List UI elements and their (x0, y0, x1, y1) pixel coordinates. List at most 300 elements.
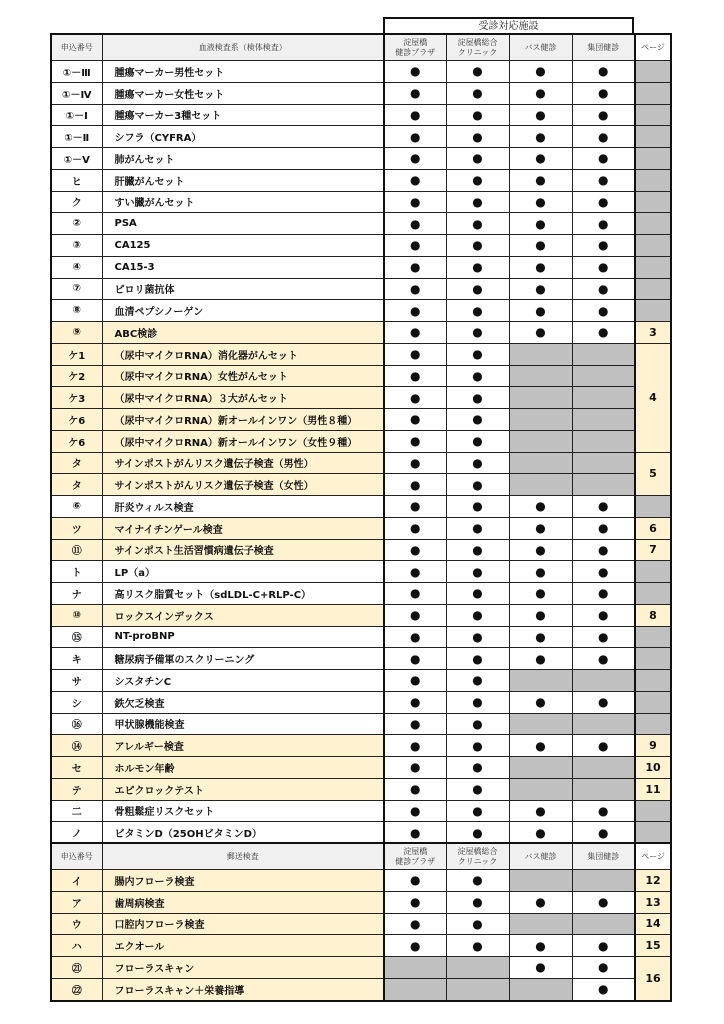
page-number: 9 (635, 735, 671, 757)
header-f2-line2: クリニック (457, 47, 498, 57)
table-row (51, 757, 671, 779)
unavailable-cell (509, 409, 572, 431)
available-marker: ● (446, 757, 509, 779)
test-name: 腫瘍マーカー男性セット (102, 61, 384, 83)
available-marker: ● (446, 735, 509, 757)
available-marker: ● (384, 561, 446, 583)
application-code: ①－Ⅰ (51, 104, 102, 126)
unavailable-cell (572, 913, 635, 935)
blood-table-body (51, 61, 671, 845)
available-marker: ● (384, 191, 446, 213)
available-marker: ● (384, 322, 446, 344)
application-code: ハ (51, 935, 102, 957)
application-code: ⑮ (51, 626, 102, 648)
available-marker: ● (446, 430, 509, 452)
page-number: 4 (635, 343, 671, 452)
available-marker: ● (509, 891, 572, 913)
mail-table-body (51, 870, 671, 1001)
available-marker: ● (384, 539, 446, 561)
available-marker: ● (446, 648, 509, 670)
available-marker: ● (572, 583, 635, 605)
test-name: （尿中マイクロRNA）女性がんセット (102, 365, 384, 387)
application-code: ⑩ (51, 604, 102, 626)
available-marker: ● (446, 148, 509, 170)
available-marker: ● (572, 61, 635, 83)
available-marker: ● (509, 104, 572, 126)
test-name: ホルモン年齢 (102, 757, 384, 779)
available-marker: ● (572, 691, 635, 713)
available-marker: ● (572, 735, 635, 757)
table-row (51, 891, 671, 913)
unavailable-cell (572, 409, 635, 431)
available-marker: ● (446, 691, 509, 713)
test-name: 血清ペプシノーゲン (102, 300, 384, 322)
available-marker: ● (384, 256, 446, 278)
table-row (51, 800, 671, 822)
test-name: 骨粗鬆症リスクセット (102, 800, 384, 822)
page-number: 5 (635, 452, 671, 496)
available-marker: ● (509, 583, 572, 605)
test-name: 口腔内フローラ検査 (102, 913, 384, 935)
unavailable-cell (509, 474, 572, 496)
available-marker: ● (572, 191, 635, 213)
page-number (635, 496, 671, 518)
unavailable-cell (384, 978, 446, 1000)
available-marker: ● (509, 300, 572, 322)
available-marker: ● (446, 822, 509, 844)
page-number (635, 82, 671, 104)
table-row (51, 496, 671, 518)
available-marker: ● (446, 104, 509, 126)
header-name: 郵送検査 (102, 843, 384, 870)
table-row (51, 278, 671, 300)
available-marker: ● (572, 148, 635, 170)
test-name: ビタミンD（25OHビタミンD） (102, 822, 384, 844)
table-row (51, 82, 671, 104)
available-marker: ● (446, 387, 509, 409)
header-f2-line2: クリニック (457, 856, 498, 866)
test-name: 鉄欠乏検査 (102, 691, 384, 713)
available-marker: ● (572, 891, 635, 913)
unavailable-cell (572, 670, 635, 692)
available-marker: ● (384, 735, 446, 757)
application-code: ケ6 (51, 409, 102, 431)
unavailable-cell (509, 778, 572, 800)
available-marker: ● (384, 61, 446, 83)
available-marker: ● (384, 126, 446, 148)
unavailable-cell (509, 452, 572, 474)
test-name: （尿中マイクロRNA）新オールインワン（女性９種） (102, 430, 384, 452)
available-marker: ● (446, 452, 509, 474)
unavailable-cell (572, 757, 635, 779)
test-name: （尿中マイクロRNA）３大がんセット (102, 387, 384, 409)
application-code: ⑯ (51, 713, 102, 735)
available-marker: ● (572, 235, 635, 257)
available-marker: ● (509, 148, 572, 170)
table-row (51, 300, 671, 322)
page-number (635, 713, 671, 735)
available-marker: ● (572, 604, 635, 626)
page-number (635, 256, 671, 278)
available-marker: ● (384, 104, 446, 126)
available-marker: ● (446, 474, 509, 496)
available-marker: ● (384, 82, 446, 104)
available-marker: ● (384, 648, 446, 670)
mail-test-table (50, 842, 672, 1002)
table-row (51, 648, 671, 670)
available-marker: ● (446, 365, 509, 387)
table-row (51, 870, 671, 892)
table-row (51, 235, 671, 257)
available-marker: ● (572, 957, 635, 979)
table-row (51, 387, 671, 409)
application-code: ㉑ (51, 957, 102, 979)
table-row (51, 365, 671, 387)
application-code: ㉒ (51, 978, 102, 1000)
available-marker: ● (509, 61, 572, 83)
header-page: ページ (635, 843, 671, 870)
unavailable-cell (509, 430, 572, 452)
available-marker: ● (572, 256, 635, 278)
test-name: （尿中マイクロRNA）新オールインワン（男性８種） (102, 409, 384, 431)
page-number (635, 169, 671, 191)
page-number (635, 670, 671, 692)
available-marker: ● (509, 735, 572, 757)
page-number (635, 648, 671, 670)
available-marker: ● (572, 822, 635, 844)
table-row (51, 517, 671, 539)
available-marker: ● (572, 82, 635, 104)
application-code: ヒ (51, 169, 102, 191)
available-marker: ● (446, 235, 509, 257)
available-marker: ● (384, 169, 446, 191)
test-name: ピロリ菌抗体 (102, 278, 384, 300)
application-code: ア (51, 891, 102, 913)
unavailable-cell (572, 365, 635, 387)
table-row (51, 104, 671, 126)
available-marker: ● (509, 256, 572, 278)
available-marker: ● (509, 213, 572, 235)
header-name: 血液検査系（検体検査） (102, 34, 384, 61)
test-name: シスタチンC (102, 670, 384, 692)
available-marker: ● (509, 169, 572, 191)
test-name: 甲状腺機能検査 (102, 713, 384, 735)
application-code: ② (51, 213, 102, 235)
header-f2-line1: 淀屋橋総合 (457, 846, 498, 856)
application-code: ウ (51, 913, 102, 935)
page-number: 10 (635, 757, 671, 779)
page-number (635, 148, 671, 170)
header-f1-line1: 淀屋橋 (403, 37, 428, 47)
available-marker: ● (446, 343, 509, 365)
header-facility-3: バス健診 (509, 34, 572, 61)
unavailable-cell (446, 957, 509, 979)
blood-test-table (50, 33, 672, 845)
available-marker: ● (384, 626, 446, 648)
available-marker: ● (509, 691, 572, 713)
available-marker: ● (384, 713, 446, 735)
available-marker: ● (572, 800, 635, 822)
application-code: 二 (51, 800, 102, 822)
available-marker: ● (509, 235, 572, 257)
available-marker: ● (572, 539, 635, 561)
header-facility-3: バス健診 (509, 843, 572, 870)
application-code: ト (51, 561, 102, 583)
available-marker: ● (509, 800, 572, 822)
application-code: ⑦ (51, 278, 102, 300)
test-name: CA125 (102, 235, 384, 257)
available-marker: ● (509, 191, 572, 213)
available-marker: ● (446, 935, 509, 957)
available-marker: ● (384, 409, 446, 431)
available-marker: ● (446, 256, 509, 278)
available-marker: ● (446, 626, 509, 648)
available-marker: ● (446, 539, 509, 561)
test-name: ABC検診 (102, 322, 384, 344)
page-number (635, 626, 671, 648)
application-code: イ (51, 870, 102, 892)
test-name: 肝臓がんセット (102, 169, 384, 191)
application-code: ①－Ⅲ (51, 61, 102, 83)
page-number (635, 104, 671, 126)
application-code: ケ6 (51, 430, 102, 452)
available-marker: ● (446, 670, 509, 692)
available-marker: ● (446, 713, 509, 735)
available-marker: ● (572, 496, 635, 518)
available-marker: ● (572, 935, 635, 957)
test-name: マイナイチンゲール検査 (102, 517, 384, 539)
available-marker: ● (509, 496, 572, 518)
page-number (635, 235, 671, 257)
available-marker: ● (446, 61, 509, 83)
available-marker: ● (384, 474, 446, 496)
header-code: 申込番号 (51, 843, 102, 870)
available-marker: ● (384, 800, 446, 822)
application-code: ①－Ⅴ (51, 148, 102, 170)
header-page: ページ (635, 34, 671, 61)
unavailable-cell (509, 387, 572, 409)
available-marker: ● (384, 343, 446, 365)
test-name: ロックスインデックス (102, 604, 384, 626)
unavailable-cell (509, 870, 572, 892)
unavailable-cell (509, 365, 572, 387)
available-marker: ● (509, 517, 572, 539)
available-marker: ● (446, 561, 509, 583)
page-number: 8 (635, 604, 671, 626)
available-marker: ● (446, 322, 509, 344)
application-code: セ (51, 757, 102, 779)
page-number (635, 213, 671, 235)
page-number (635, 300, 671, 322)
available-marker: ● (572, 517, 635, 539)
page-number: 15 (635, 935, 671, 957)
available-marker: ● (384, 387, 446, 409)
page-number: 3 (635, 322, 671, 344)
application-code: ケ3 (51, 387, 102, 409)
unavailable-cell (509, 670, 572, 692)
page-number (635, 822, 671, 844)
test-name: フローラスキャン (102, 957, 384, 979)
available-marker: ● (446, 778, 509, 800)
available-marker: ● (572, 561, 635, 583)
application-code: ⑨ (51, 322, 102, 344)
available-marker: ● (384, 452, 446, 474)
available-marker: ● (572, 648, 635, 670)
table-row (51, 735, 671, 757)
available-marker: ● (446, 300, 509, 322)
table-row (51, 452, 671, 474)
table-row (51, 409, 671, 431)
unavailable-cell (509, 757, 572, 779)
application-code: ノ (51, 822, 102, 844)
table-row (51, 474, 671, 496)
unavailable-cell (509, 913, 572, 935)
available-marker: ● (384, 213, 446, 235)
page-number (635, 61, 671, 83)
test-name: CA15-3 (102, 256, 384, 278)
mail-header-row (51, 843, 671, 870)
header-f1-line2: 健診プラザ (395, 856, 436, 866)
table-row (51, 169, 671, 191)
available-marker: ● (509, 604, 572, 626)
test-name: すい臓がんセット (102, 191, 384, 213)
available-marker: ● (509, 935, 572, 957)
available-marker: ● (572, 169, 635, 191)
test-name: 歯周病検査 (102, 891, 384, 913)
available-marker: ● (446, 191, 509, 213)
header-code: 申込番号 (51, 34, 102, 61)
application-code: サ (51, 670, 102, 692)
test-name: サインポストがんリスク遺伝子検査（女性） (102, 474, 384, 496)
available-marker: ● (384, 235, 446, 257)
available-marker: ● (572, 300, 635, 322)
available-marker: ● (384, 365, 446, 387)
unavailable-cell (509, 978, 572, 1000)
table-row (51, 626, 671, 648)
available-marker: ● (446, 213, 509, 235)
unavailable-cell (384, 957, 446, 979)
available-marker: ● (446, 278, 509, 300)
test-name: 肝炎ウィルス検査 (102, 496, 384, 518)
available-marker: ● (572, 626, 635, 648)
table-row (51, 343, 671, 365)
available-marker: ● (446, 891, 509, 913)
available-marker: ● (446, 870, 509, 892)
application-code: ツ (51, 517, 102, 539)
table-row (51, 126, 671, 148)
available-marker: ● (384, 913, 446, 935)
application-code: ⑭ (51, 735, 102, 757)
page-number (635, 278, 671, 300)
application-code: ⑥ (51, 496, 102, 518)
table-row (51, 583, 671, 605)
application-code: ①－Ⅳ (51, 82, 102, 104)
application-code: ナ (51, 583, 102, 605)
page-number: 12 (635, 870, 671, 892)
table-row (51, 561, 671, 583)
available-marker: ● (572, 213, 635, 235)
unavailable-cell (572, 452, 635, 474)
available-marker: ● (509, 648, 572, 670)
table-row (51, 778, 671, 800)
available-marker: ● (384, 670, 446, 692)
available-marker: ● (384, 583, 446, 605)
application-code: ケ1 (51, 343, 102, 365)
available-marker: ● (384, 278, 446, 300)
unavailable-cell (572, 343, 635, 365)
header-f1-line1: 淀屋橋 (403, 846, 428, 856)
available-marker: ● (384, 604, 446, 626)
test-name: NT-proBNP (102, 626, 384, 648)
available-marker: ● (384, 517, 446, 539)
page-number (635, 691, 671, 713)
available-marker: ● (446, 604, 509, 626)
application-code: ③ (51, 235, 102, 257)
unavailable-cell (572, 870, 635, 892)
available-marker: ● (384, 935, 446, 957)
test-name: 腸内フローラ検査 (102, 870, 384, 892)
available-marker: ● (446, 82, 509, 104)
available-marker: ● (572, 126, 635, 148)
test-name: サインポスト生活習慣病遺伝子検査 (102, 539, 384, 561)
available-marker: ● (509, 126, 572, 148)
table-row (51, 670, 671, 692)
application-code: ①－Ⅱ (51, 126, 102, 148)
unavailable-cell (572, 474, 635, 496)
available-marker: ● (384, 300, 446, 322)
table-row (51, 539, 671, 561)
application-code: ケ2 (51, 365, 102, 387)
unavailable-cell (572, 387, 635, 409)
header-facility-1 (384, 34, 446, 61)
page-number: 6 (635, 517, 671, 539)
test-name: 腫瘍マーカー3種セット (102, 104, 384, 126)
application-code: ④ (51, 256, 102, 278)
unavailable-cell (446, 978, 509, 1000)
table-row (51, 691, 671, 713)
available-marker: ● (509, 539, 572, 561)
test-name: シフラ（CYFRA） (102, 126, 384, 148)
table-row (51, 957, 671, 979)
application-code: シ (51, 691, 102, 713)
available-marker: ● (446, 409, 509, 431)
table-row (51, 604, 671, 626)
test-name: 糖尿病予備軍のスクリーニング (102, 648, 384, 670)
table-row (51, 978, 671, 1000)
test-name: 肺がんセット (102, 148, 384, 170)
page-number: 13 (635, 891, 671, 913)
facility-group-title: 受診対応施設 (383, 17, 634, 33)
available-marker: ● (384, 870, 446, 892)
table-row (51, 935, 671, 957)
application-code: キ (51, 648, 102, 670)
available-marker: ● (384, 757, 446, 779)
page-number (635, 800, 671, 822)
test-name: サインポストがんリスク遺伝子検査（男性） (102, 452, 384, 474)
blood-header-row (51, 34, 671, 61)
page-number (635, 191, 671, 213)
available-marker: ● (572, 322, 635, 344)
available-marker: ● (572, 278, 635, 300)
table-row (51, 61, 671, 83)
unavailable-cell (509, 343, 572, 365)
available-marker: ● (509, 822, 572, 844)
header-facility-2 (446, 843, 509, 870)
available-marker: ● (509, 322, 572, 344)
table-row (51, 713, 671, 735)
test-name: フローラスキャン＋栄養指導 (102, 978, 384, 1000)
test-name: エピクロックテスト (102, 778, 384, 800)
